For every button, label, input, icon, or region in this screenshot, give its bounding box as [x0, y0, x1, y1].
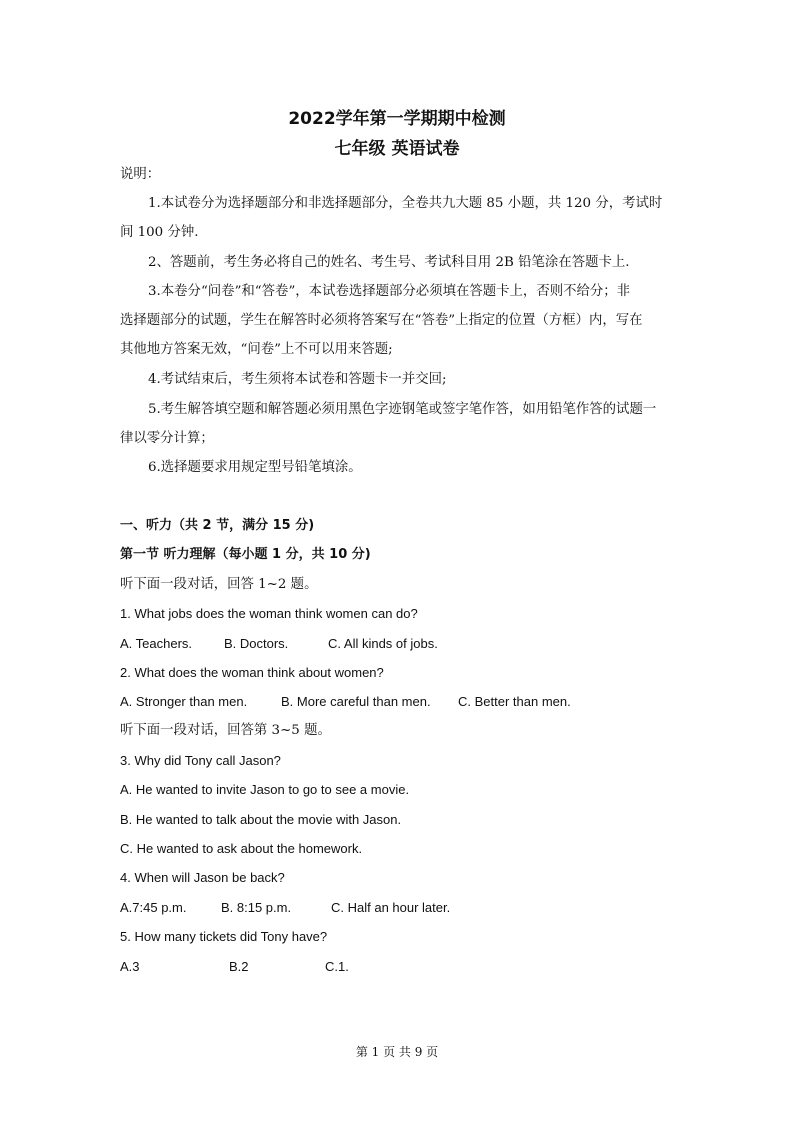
question-4-option-b: B. 8:15 p.m. [221, 900, 292, 915]
question-5-option-b: B.2 [229, 959, 249, 974]
instructions-label: 说明： [120, 167, 161, 182]
question-2-option-b: B. More careful than men. [281, 694, 431, 709]
instruction-5-line-1: 5.考生解答填空题和解答题必须用黑色字迹钢笔或签字笔作答，如用铅笔作答的试题一 [148, 402, 657, 417]
question-3-option-a: A. He wanted to invite Jason to go to see a movie. [120, 782, 410, 797]
instruction-1-line-1: 1.本试卷分为选择题部分和非选择题部分，全卷共九大题 85 小题，共 120 分，考试时 [148, 196, 663, 211]
question-2-option-c: C. Better than men. [458, 694, 571, 709]
question-3-stem: 3. Why did Tony call Jason? [120, 753, 281, 768]
question-1-option-a: A. Teachers. [120, 636, 193, 651]
instruction-4: 4.考试结束后，考生须将本试卷和答题卡一并交回; [148, 372, 447, 387]
directions-2: 听下面一段对话，回答第 3~5 题。 [120, 723, 331, 738]
question-2-stem: 2. What does the woman think about women? [120, 665, 384, 680]
question-5-option-a: A.3 [120, 959, 140, 974]
question-1-option-b: B. Doctors. [224, 636, 289, 651]
question-4-stem: 4. When will Jason be back? [120, 870, 285, 885]
exam-subtitle: 七年级 英语试卷 [334, 139, 460, 159]
instruction-3-line-2: 选择题部分的试题，学生在解答时必须将答案写在“答卷”上指定的位置（方框）内，写在 [120, 313, 643, 328]
exam-title: 2022学年第一学期期中检测 [288, 109, 506, 129]
question-5-option-c: C.1. [325, 959, 349, 974]
question-1-stem: 1. What jobs does the woman think women can do? [120, 606, 418, 621]
question-3-option-b: B. He wanted to talk about the movie with Jason. [120, 812, 402, 827]
question-4-option-c: C. Half an hour later. [331, 900, 451, 915]
question-3-option-c: C. He wanted to ask about the homework. [120, 841, 363, 856]
question-2-option-a: A. Stronger than men. [120, 694, 248, 709]
instruction-2: 2、答题前，考生务必将自己的姓名、考生号、考试科目用 2B 铅笔涂在答题卡上. [148, 255, 630, 270]
part-heading: 第一节 听力理解（每小题 1 分，共 10 分) [120, 547, 371, 562]
instruction-6: 6.选择题要求用规定型号铅笔填涂。 [148, 460, 362, 475]
question-1-option-c: C. All kinds of jobs. [328, 636, 438, 651]
directions-1: 听下面一段对话，回答 1~2 题。 [120, 577, 318, 592]
instruction-5-line-2: 律以零分计算； [120, 431, 214, 446]
page-footer: 第 1 页 共 9 页 [355, 1045, 439, 1059]
instruction-3-line-3: 其他地方答案无效，“问卷”上不可以用来答题; [120, 342, 393, 357]
instruction-3-line-1: 3.本卷分“问卷”和“答卷”，本试卷选择题部分必须填在答题卡上，否则不给分；非 [148, 284, 631, 299]
instruction-1-line-2: 间 100 分钟. [120, 225, 199, 240]
question-5-stem: 5. How many tickets did Tony have? [120, 929, 328, 944]
section-heading: 一、听力（共 2 节，满分 15 分) [120, 518, 315, 533]
question-4-option-a: A.7:45 p.m. [120, 900, 187, 915]
